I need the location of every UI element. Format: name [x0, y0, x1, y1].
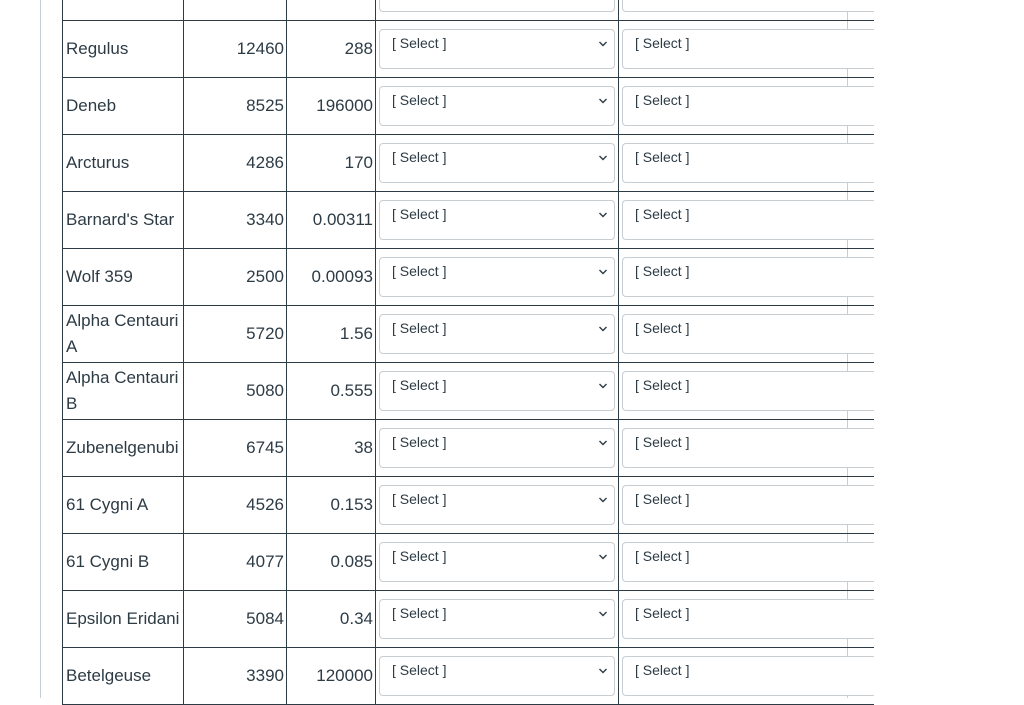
table-row — [63, 420, 875, 477]
luminosity-value: 38 — [354, 438, 373, 457]
chevron-down-icon — [598, 153, 608, 163]
luminosity-cell — [287, 78, 376, 135]
temperature-value: 5720 — [246, 324, 284, 343]
luminosity-value: 288 — [344, 39, 373, 58]
chevron-down-icon — [598, 39, 608, 49]
star-name: Barnard's Star — [66, 210, 175, 229]
chevron-down-icon — [598, 495, 608, 505]
luminosity-value: 196000 — [316, 96, 373, 115]
select-cell-1 — [376, 363, 619, 420]
luminosity-value: 0.00311 — [312, 210, 373, 229]
temperature-value: 4526 — [246, 495, 284, 514]
select-label: [ Select ] — [392, 605, 447, 621]
luminosity-value: 0.34 — [339, 609, 373, 628]
select-cell-2 — [619, 420, 875, 477]
table-row — [63, 135, 875, 192]
table-row — [63, 192, 875, 249]
temperature-value: 6745 — [246, 438, 284, 457]
temperature-cell — [184, 135, 287, 192]
star-name-cell — [63, 21, 184, 78]
select-cell-2 — [619, 0, 875, 21]
select-cell-1 — [376, 192, 619, 249]
temperature-cell — [184, 477, 287, 534]
answer-select-1[interactable] — [379, 485, 615, 525]
select-label: [ Select ] — [635, 491, 690, 507]
answer-select-1[interactable] — [379, 428, 615, 468]
answer-select-1[interactable] — [379, 371, 615, 411]
select-label: [ Select ] — [392, 377, 447, 393]
select-cell-2 — [619, 534, 875, 591]
temperature-cell — [184, 420, 287, 477]
select-label: [ Select ] — [635, 92, 690, 108]
answer-select-1[interactable] — [379, 29, 615, 69]
luminosity-value: 0.00093 — [311, 267, 373, 286]
select-cell-2 — [619, 21, 875, 78]
temperature-cell — [184, 648, 287, 705]
chevron-down-icon — [598, 666, 608, 676]
star-name-cell — [63, 306, 184, 363]
select-label: [ Select ] — [635, 149, 690, 165]
star-name-cell — [63, 192, 184, 249]
temperature-cell — [184, 192, 287, 249]
answer-select-2[interactable] — [622, 143, 874, 183]
answer-select-2[interactable] — [622, 314, 874, 354]
answer-select-1[interactable] — [379, 257, 615, 297]
star-name-cell — [63, 420, 184, 477]
chevron-down-icon — [598, 267, 608, 277]
table-row — [63, 0, 875, 21]
table-row — [63, 363, 875, 420]
select-cell-1 — [376, 534, 619, 591]
luminosity-cell — [287, 0, 376, 21]
select-label: [ Select ] — [392, 320, 447, 336]
luminosity-cell — [287, 21, 376, 78]
answer-select-1[interactable] — [379, 86, 615, 126]
luminosity-value: 0.555 — [330, 381, 373, 400]
temperature-value: 5084 — [246, 609, 284, 628]
luminosity-value: 0.085 — [330, 552, 373, 571]
table-row — [63, 249, 875, 306]
star-name: Regulus — [66, 39, 129, 58]
answer-select-1[interactable] — [379, 542, 615, 582]
temperature-cell — [184, 78, 287, 135]
select-cell-1 — [376, 249, 619, 306]
table-row — [63, 477, 875, 534]
select-label: [ Select ] — [392, 206, 447, 222]
luminosity-value: 170 — [344, 153, 373, 172]
temperature-value: 4286 — [246, 153, 284, 172]
star-name: Alpha Centauri B — [66, 368, 179, 413]
star-name: Alpha Centauri A — [66, 311, 179, 356]
answer-select-2[interactable] — [622, 428, 874, 468]
answer-select-1[interactable] — [379, 656, 615, 696]
select-cell-1 — [376, 591, 619, 648]
temperature-cell — [184, 249, 287, 306]
answer-select-2[interactable] — [622, 542, 874, 582]
chevron-down-icon — [598, 609, 608, 619]
temperature-value: 2500 — [246, 267, 284, 286]
luminosity-cell — [287, 648, 376, 705]
star-name: Betelgeuse — [66, 666, 152, 685]
select-cell-2 — [619, 249, 875, 306]
select-label: [ Select ] — [392, 92, 447, 108]
select-label: [ Select ] — [635, 548, 690, 564]
temperature-cell — [184, 534, 287, 591]
answer-select-2[interactable] — [622, 29, 874, 69]
select-label: [ Select ] — [392, 35, 447, 51]
table-row — [63, 78, 875, 135]
select-label: [ Select ] — [392, 263, 447, 279]
select-cell-1 — [376, 306, 619, 363]
temperature-cell — [184, 363, 287, 420]
answer-select-2[interactable] — [622, 599, 874, 639]
table-row — [63, 21, 875, 78]
answer-select-1[interactable] — [379, 599, 615, 639]
table-row — [63, 306, 875, 363]
luminosity-cell — [287, 363, 376, 420]
star-table-viewport — [62, 0, 825, 683]
select-label: [ Select ] — [635, 263, 690, 279]
star-name: 61 Cygni A — [66, 495, 149, 514]
star-matching-table — [62, 0, 874, 705]
select-cell-2 — [619, 591, 875, 648]
select-cell-1 — [376, 0, 619, 21]
select-label: [ Select ] — [392, 491, 447, 507]
star-name: 61 Cygni B — [66, 552, 150, 571]
temperature-value: 5080 — [246, 381, 284, 400]
luminosity-cell — [287, 534, 376, 591]
select-cell-1 — [376, 135, 619, 192]
temperature-cell — [184, 591, 287, 648]
luminosity-cell — [287, 306, 376, 363]
answer-select-2[interactable] — [622, 485, 874, 525]
temperature-value: 12460 — [236, 39, 284, 58]
star-name-cell — [63, 534, 184, 591]
temperature-cell — [184, 0, 287, 21]
chevron-down-icon — [598, 552, 608, 562]
star-name-cell — [63, 249, 184, 306]
select-cell-2 — [619, 363, 875, 420]
luminosity-cell — [287, 591, 376, 648]
chevron-down-icon — [598, 210, 608, 220]
luminosity-cell — [287, 135, 376, 192]
select-label: [ Select ] — [635, 35, 690, 51]
star-name: Wolf 359 — [66, 267, 133, 286]
select-label: [ Select ] — [635, 434, 690, 450]
star-name-cell — [63, 648, 184, 705]
select-cell-1 — [376, 477, 619, 534]
select-cell-1 — [376, 21, 619, 78]
select-label: [ Select ] — [635, 605, 690, 621]
answer-select-2[interactable] — [622, 371, 874, 411]
star-name: Arcturus — [66, 153, 130, 172]
temperature-value: 8525 — [246, 96, 284, 115]
select-label: [ Select ] — [635, 377, 690, 393]
temperature-value: 4077 — [246, 552, 284, 571]
luminosity-value: 1.56 — [339, 324, 373, 343]
star-name-cell — [63, 78, 184, 135]
star-name-cell — [63, 135, 184, 192]
select-label: [ Select ] — [635, 206, 690, 222]
answer-select-1[interactable] — [379, 314, 615, 354]
select-cell-2 — [619, 648, 875, 705]
luminosity-cell — [287, 420, 376, 477]
luminosity-value: 0.153 — [330, 495, 373, 514]
temperature-value: 3340 — [246, 210, 284, 229]
select-cell-2 — [619, 477, 875, 534]
select-cell-2 — [619, 135, 875, 192]
table-row — [63, 591, 875, 648]
select-cell-2 — [619, 78, 875, 135]
select-cell-1 — [376, 78, 619, 135]
star-name-cell — [63, 477, 184, 534]
star-name: Epsilon Eridani — [66, 609, 180, 628]
answer-select-2[interactable] — [622, 656, 874, 696]
luminosity-cell — [287, 477, 376, 534]
select-label: [ Select ] — [635, 662, 690, 678]
luminosity-cell — [287, 192, 376, 249]
select-cell-2 — [619, 192, 875, 249]
star-name-cell — [63, 363, 184, 420]
select-label: [ Select ] — [392, 434, 447, 450]
temperature-cell — [184, 306, 287, 363]
chevron-down-icon — [598, 324, 608, 334]
star-name: Deneb — [66, 96, 117, 115]
answer-select-1[interactable] — [379, 200, 615, 240]
chevron-down-icon — [598, 438, 608, 448]
temperature-value: 3390 — [246, 666, 284, 685]
star-name: Zubenelgenubi — [66, 438, 179, 457]
answer-select-2[interactable] — [622, 257, 874, 297]
star-name-cell — [63, 591, 184, 648]
select-cell-2 — [619, 306, 875, 363]
answer-select-1[interactable] — [379, 0, 615, 12]
answer-select-2[interactable] — [622, 0, 874, 12]
answer-select-2[interactable] — [622, 86, 874, 126]
chevron-down-icon — [598, 96, 608, 106]
table-row — [63, 534, 875, 591]
luminosity-value: 120000 — [316, 666, 373, 685]
answer-select-1[interactable] — [379, 143, 615, 183]
select-label: [ Select ] — [392, 662, 447, 678]
answer-select-2[interactable] — [622, 200, 874, 240]
chevron-down-icon — [598, 381, 608, 391]
temperature-cell — [184, 21, 287, 78]
luminosity-cell — [287, 249, 376, 306]
select-label: [ Select ] — [392, 149, 447, 165]
star-name-cell — [63, 0, 184, 21]
table-row — [63, 648, 875, 705]
select-cell-1 — [376, 648, 619, 705]
select-cell-1 — [376, 420, 619, 477]
select-label: [ Select ] — [392, 548, 447, 564]
select-label: [ Select ] — [635, 320, 690, 336]
